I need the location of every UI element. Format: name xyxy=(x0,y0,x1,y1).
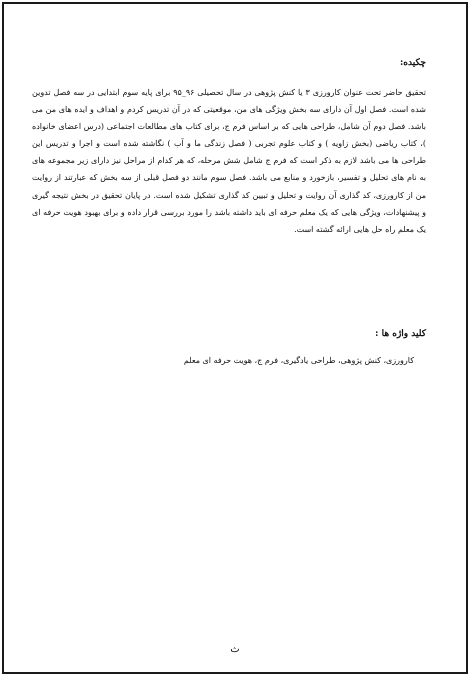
page-content xyxy=(32,4,426,672)
page-frame xyxy=(2,2,468,674)
page-number: ث xyxy=(230,644,240,655)
keywords-heading: کلید واژه ها : xyxy=(375,329,426,339)
abstract-body: تحقیق حاضر تحت عنوان کارورزی ۳ یا کنش پژوهی در سال تحصیلی ۹۶_۹۵ برای پایه سوم ابتدایی در سه فصل تدوین شده است. فصل اول آن دارای سه بخش ویژگی های من، موقعیتی که در آن تدریس کردم و اهداف و ایده های من می باشد. فصل دوم آن شامل، طراحی هایی که بر اساس فرم ج، برای کتاب های مطالعات اجتماعی (درس اعضای خانواده )، کتاب ریاضی (بخش زاویه ) و کتاب علوم تجربی ( فصل زندگی ما و آب ) نگاشته شده است و اجرا و تدریس این طراحی ها می باشد لازم به ذکر است که فرم ج شامل شش مرحله، که هر کدام از مراحل نیز دارای زیر مجموعه های به نام های تحلیل و تفسیر، بازخورد و منابع می باشد. فصل سوم مانند دو فصل قبلی از سه بخش که عبارتند از روایت من از کارورزی، کد گذاری آن روایت و تحلیل و تبیین کد گذاری تشکیل شده است. در پایان تحقیق در بخش نتیجه گیری و پیشنهادات، ویژگی هایی که یک معلم حرفه ای باید داشته باشد را مورد بررسی قرار داده و برای بهبود هویت حرفه ای یک معلم راه حل هایی ارائه گشته است. xyxy=(32,88,427,234)
keywords-text: کارورزی، کنش پژوهی، طراحی یادگیری، فرم ج، هویت حرفه ای معلم xyxy=(183,356,414,365)
abstract-heading: چکیده: xyxy=(399,58,426,68)
